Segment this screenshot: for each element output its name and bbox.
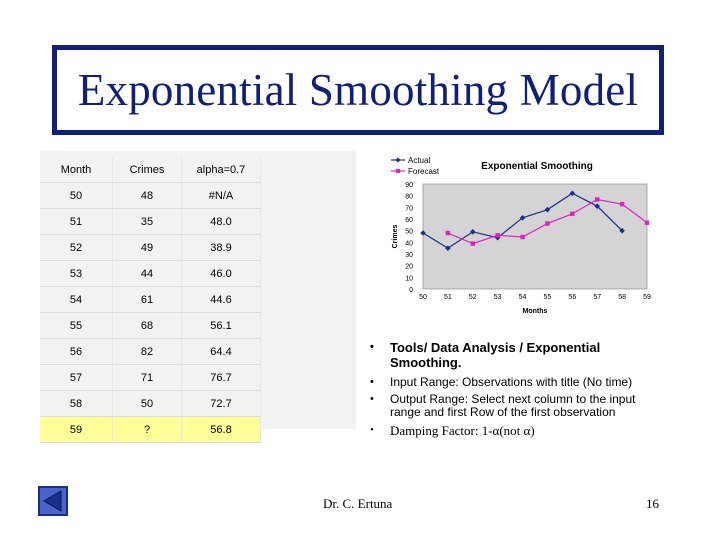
table-row <box>40 261 261 287</box>
legend-label-forecast: Forecast <box>408 167 440 176</box>
data-table <box>40 157 261 443</box>
table-row <box>40 339 261 365</box>
data-point-forecast <box>471 241 475 245</box>
back-arrow-icon <box>40 488 66 514</box>
x-tick-label: 58 <box>618 294 627 301</box>
table-cell: 52 <box>40 235 113 261</box>
data-point-forecast <box>620 202 624 206</box>
bullet-sub2-text: Output Range: Select next column to the input range and first Row of the first observation <box>390 392 636 419</box>
table-cell: 46.0 <box>182 261 261 287</box>
x-tick-label: 50 <box>419 294 427 301</box>
page-number: 16 <box>646 496 659 511</box>
table-row <box>40 417 261 443</box>
x-tick-label: 59 <box>643 294 651 301</box>
y-tick-label: 80 <box>405 193 413 201</box>
slide-title: Exponential Smoothing Model <box>77 65 639 115</box>
table-cell: 48 <box>113 183 182 209</box>
data-point-forecast <box>595 197 599 201</box>
y-tick-label: 70 <box>405 205 413 213</box>
column-header: Month <box>40 157 113 183</box>
bullet-dot-icon: • <box>370 376 374 388</box>
table-cell: 72.7 <box>182 391 261 417</box>
x-tick-label: 55 <box>543 294 552 301</box>
table-cell: 55 <box>40 313 113 339</box>
table-cell: ? <box>113 417 182 443</box>
table-row <box>40 209 261 235</box>
table-cell: 51 <box>40 209 113 235</box>
data-point-forecast <box>495 233 499 237</box>
table-row <box>40 313 261 339</box>
bullet-sub3-text: Damping Factor: 1-α(not α) <box>390 423 535 438</box>
table-row <box>40 235 261 261</box>
table-cell: 44 <box>113 261 182 287</box>
table-cell: 54 <box>40 287 113 313</box>
title-frame <box>52 45 664 135</box>
y-tick-label: 10 <box>405 275 413 283</box>
footer-author: Dr. C. Ertuna <box>323 496 393 511</box>
legend-marker-actual <box>396 158 401 163</box>
table-cell: 61 <box>113 287 182 313</box>
table-cell: 48.0 <box>182 209 261 235</box>
legend-label-actual: Actual <box>408 156 431 165</box>
exponential-smoothing-chart <box>383 150 665 320</box>
x-tick-label: 56 <box>568 294 577 301</box>
table-cell: 68 <box>113 313 182 339</box>
data-point-forecast <box>545 221 549 225</box>
y-axis-label: Crimes <box>392 224 399 249</box>
table-cell: 56.1 <box>182 313 261 339</box>
x-tick-label: 57 <box>593 294 602 301</box>
data-point-forecast <box>570 212 574 216</box>
bullet-sub <box>368 376 668 389</box>
y-tick-label: 0 <box>409 287 413 294</box>
table-row <box>40 391 261 417</box>
x-tick-label: 54 <box>518 294 527 301</box>
bullet-list <box>368 340 668 438</box>
x-axis-label: Months <box>522 308 548 315</box>
data-point-forecast <box>520 235 524 239</box>
data-point-forecast <box>446 231 450 235</box>
chart-svg <box>383 150 665 320</box>
x-tick-label: 51 <box>443 294 452 301</box>
table-cell: #N/A <box>182 183 261 209</box>
y-tick-label: 50 <box>405 228 413 236</box>
table-cell: 35 <box>113 209 182 235</box>
table-cell: 56.8 <box>182 417 261 443</box>
table-cell: 64.4 <box>182 339 261 365</box>
table-row <box>40 287 261 313</box>
table-cell: 50 <box>113 391 182 417</box>
x-tick-label: 52 <box>468 294 477 301</box>
table-cell: 57 <box>40 365 113 391</box>
bullet-dot-icon: • <box>370 424 374 436</box>
y-tick-label: 40 <box>405 240 413 248</box>
bullet-dot-icon: • <box>370 341 374 353</box>
bullet-sub <box>368 423 668 438</box>
column-header: Crimes <box>113 157 182 183</box>
legend-marker-forecast <box>396 169 400 173</box>
table-cell: 82 <box>113 339 182 365</box>
bullet-main <box>368 340 668 370</box>
y-tick-label: 30 <box>405 252 413 259</box>
table-header-row <box>40 157 261 183</box>
table-cell: 76.7 <box>182 365 261 391</box>
bullet-sub <box>368 393 668 419</box>
bullet-sub1-text: Input Range: Observations with title (No time) <box>390 375 633 389</box>
table-cell: 49 <box>113 235 182 261</box>
column-header: alpha=0.7 <box>182 157 261 183</box>
chart-title: Exponential Smoothing <box>481 161 593 172</box>
table-cell: 44.6 <box>182 287 261 313</box>
spreadsheet-table <box>40 151 356 436</box>
table-cell: 38.9 <box>182 235 261 261</box>
table-cell: 71 <box>113 365 182 391</box>
data-point-forecast <box>645 221 649 225</box>
back-nav-button[interactable] <box>38 486 68 516</box>
y-tick-label: 20 <box>405 263 413 271</box>
table-cell: 53 <box>40 261 113 287</box>
table-cell: 56 <box>40 339 113 365</box>
table-row <box>40 183 261 209</box>
table-cell: 59 <box>40 417 113 443</box>
table-cell: 50 <box>40 183 113 209</box>
bullet-dot-icon: • <box>370 393 374 405</box>
y-tick-label: 60 <box>405 217 413 224</box>
table-row <box>40 365 261 391</box>
x-tick-label: 53 <box>493 294 502 301</box>
y-tick-label: 90 <box>405 182 413 189</box>
table-cell: 58 <box>40 391 113 417</box>
bullet-main-text: Tools/ Data Analysis / Exponential Smoothing. <box>390 340 601 370</box>
